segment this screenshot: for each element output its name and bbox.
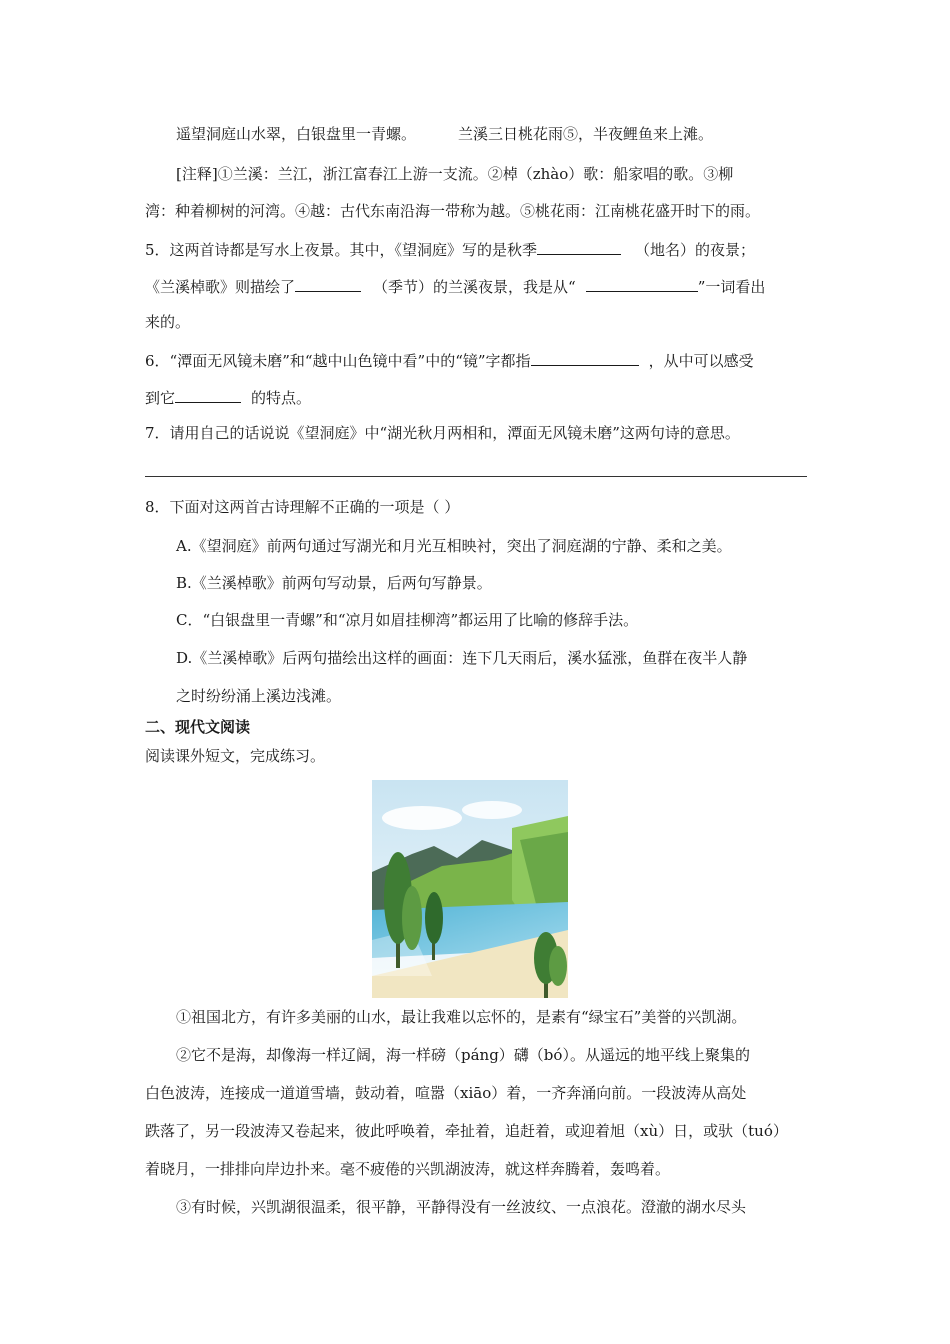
passage-paragraph-2-line-1: ②它不是海，却像海一样辽阔，海一样磅（páng）礴（bó）。从遥远的地平线上聚集的 (176, 1046, 750, 1064)
section-title: 二、现代文阅读 (145, 718, 251, 736)
answer-blank-season[interactable] (295, 275, 361, 292)
section-instruction: 阅读课外短文，完成练习。 (145, 747, 326, 765)
passage-paragraph-2-line-3: 跌落了，另一段波涛又卷起来，彼此呼唤着，牵扯着，追赶着，或迎着旭（xù）日，或驮（tuó） (145, 1122, 788, 1140)
poem-line (176, 124, 713, 144)
notes-line-1: [注释]①兰溪：兰江，浙江富春江上游一支流。②棹（zhào）歌：船家唱的歌。③柳 (176, 165, 734, 183)
answer-blank-word[interactable] (586, 275, 698, 292)
passage-paragraph-2-line-4: 着晓月，一排排向岸边扑来。毫不疲倦的兴凯湖波涛，就这样奔腾着，轰鸣着。 (145, 1160, 671, 1178)
answer-blank-feature[interactable] (175, 386, 241, 403)
passage-paragraph-1: ①祖国北方，有许多美丽的山水，最让我难以忘怀的，是素有“绿宝石”美誉的兴凯湖。 (176, 1008, 747, 1026)
question-8-option-b: B.《兰溪棹歌》前两句写动景，后两句写静景。 (176, 574, 492, 592)
answer-blank-mirror[interactable] (531, 349, 639, 366)
question-5-line-3: 来的。 (145, 313, 191, 331)
question-8-option-d-line-2: 之时纷纷涌上溪边浅滩。 (176, 687, 342, 705)
answer-blank-place[interactable] (537, 238, 621, 255)
question-5-line-2: 《兰溪棹歌》则描绘了 （季节）的兰溪夜景，我是从“ ”一词看出 (145, 275, 765, 297)
question-7: 7．请用自己的话说说《望洞庭》中“湖光秋月两相和，潭面无风镜未磨”这两句诗的意思。 (145, 424, 740, 442)
question-6-line-1: 6．“潭面无风镜未磨”和“越中山色镜中看”中的“镜”字都指 ，从中可以感受 (145, 349, 754, 371)
poem-lanxi-line: 兰溪三日桃花雨⑤，半夜鲤鱼来上滩。 (458, 125, 714, 143)
question-8-stem: 8．下面对这两首古诗理解不正确的一项是（ ） (145, 498, 460, 516)
passage-paragraph-3-line-1: ③有时候，兴凯湖很温柔，很平静，平静得没有一丝波纹、一点浪花。澄澈的湖水尽头 (176, 1198, 747, 1216)
question-8-option-d-line-1: D.《兰溪棹歌》后两句描绘出这样的画面：连下几天雨后，溪水猛涨，鱼群在夜半人静 (176, 649, 748, 667)
question-8-option-c: C．“白银盘里一青螺”和“凉月如眉挂柳湾”都运用了比喻的修辞手法。 (176, 611, 639, 629)
lake-landscape-illustration (372, 780, 568, 998)
passage-paragraph-2-line-2: 白色波涛，连接成一道道雪墙，鼓动着，喧嚣（xiāo）着，一齐奔涌向前。一段波涛从高处 (145, 1084, 747, 1102)
question-6-line-2: 到它 的特点。 (145, 386, 311, 408)
answer-line-q7[interactable] (145, 476, 807, 477)
question-8-option-a: A.《望洞庭》前两句通过写湖光和月光互相映衬，突出了洞庭湖的宁静、柔和之美。 (176, 537, 732, 555)
notes-line-2: 湾：种着柳树的河湾。④越：古代东南沿海一带称为越。⑤桃花雨：江南桃花盛开时下的雨。 (145, 202, 761, 220)
question-5-line-1: 5．这两首诗都是写水上夜景。其中，《望洞庭》写的是秋季 （地名）的夜景； (145, 238, 755, 260)
poem-wangdongting-line: 遥望洞庭山水翠，白银盘里一青螺。 (176, 125, 417, 143)
